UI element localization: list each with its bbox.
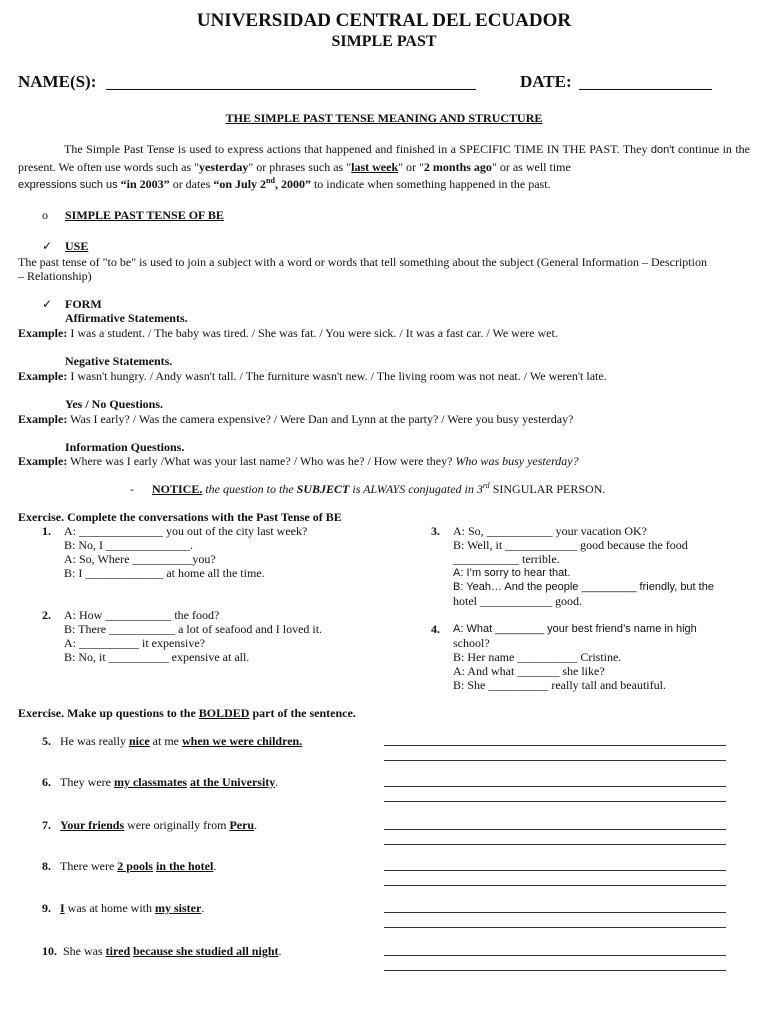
use-text: The past tense of "to be" is used to join a subject with a word or words that tell something about the subject (General Information – Description – Relationship) [18,255,707,283]
exercise1-title: Exercise. Complete the conversations with the Past Tense of BE [18,510,342,524]
university-title: UNIVERSIDAD CENTRAL DEL ECUADOR [196,10,572,31]
answer-line[interactable] [384,760,726,761]
intro-paragraph: The Simple Past Tense is used to express actions that happened and finished in a SPECIFIC TIME IN THE PAST. They don't continue in the present. We often use words such as "yesterday" or phrases such as "last week" or "2 months ago" or as well time expressions such us “in 2003” or dates “on July 2nd, 2000” to indicate when something happened in the past. [18,142,750,191]
answer-line[interactable] [384,870,726,871]
answer-line[interactable] [384,829,726,830]
negative-label: Negative Statements. [65,354,173,368]
affirmative-example: Example: I was a student. / The baby was tired. / She was fat. / You were sick. / It was a fast car. / We were wet. [18,326,558,340]
name-label: NAME(S): [18,72,97,91]
answer-line[interactable] [384,801,726,802]
exercise-item[interactable]: 4. A: What ________ your best friend’s name in high school? B: Her name __________ Cristine. A: And what _______ she like? B: She __________ really tall and beautiful. [431,622,697,692]
negative-example: Example: I wasn't hungry. / Andy wasn't tall. / The furniture wasn't new. / The living room was not neat. / We weren't late. [18,369,607,383]
exercise2-title: Exercise. Make up questions to the BOLDED part of the sentence. [18,706,356,720]
information-label: Information Questions. [65,440,185,454]
check-icon: ✓ [42,239,53,253]
use-label: USE [65,239,89,253]
section-title: THE SIMPLE PAST TENSE MEANING AND STRUCTURE [225,111,543,125]
exercise-item[interactable]: 2. A: How ___________ the food? B: There ___________ a lot of seafood and I loved it. A: __________ it expensive? B: No, it __________ expensive at all. [42,608,323,664]
date-label: DATE: [520,72,572,91]
yes-no-example: Example: Was I early? / Was the camera expensive? / Were Dan and Lynn at the party? / Were you busy yesterday? [18,412,574,426]
date-field[interactable] [579,89,712,90]
check-icon: ✓ [42,297,53,311]
question-sentence: 10. She was tired because she studied all night. [42,944,282,958]
form-label: FORM [65,297,102,311]
question-sentence: 5. He was really nice at me when we were children. [42,734,303,748]
answer-line[interactable] [384,786,726,787]
answer-line[interactable] [384,745,726,746]
name-field[interactable] [106,89,476,90]
answer-line[interactable] [384,955,726,956]
affirmative-label: Affirmative Statements. [65,311,188,325]
answer-line[interactable] [384,844,726,845]
bullet-icon: o [42,208,48,222]
notice-text: - NOTICE. the question to the SUBJECT is ALWAYS conjugated in 3rd SINGULAR PERSON. [130,481,606,496]
document-subtitle: SIMPLE PAST [331,33,437,50]
information-example: Example: Where was I early /What was your last name? / Who was he? / How were they? Who was busy yesterday? [18,454,579,468]
question-sentence: 9. I was at home with my sister. [42,901,205,915]
be-section-title: SIMPLE PAST TENSE OF BE [65,208,224,222]
exercise-item[interactable]: 1. A: ______________ you out of the city last week? B: No, I ______________. A: So, Where __________you? B: I _____________ at home all the time. [42,524,308,580]
exercise-item[interactable]: 3. A: So, ___________ your vacation OK? B: Well, it ____________ good because the food ___________ terrible. A: I’m sorry to hear that. B: Yeah… And the people _________ friendly, but the hotel ____________ good. [431,524,714,608]
answer-line[interactable] [384,885,726,886]
question-sentence: 7. Your friends were originally from Peru. [42,818,258,832]
answer-line[interactable] [384,970,726,971]
yes-no-label: Yes / No Questions. [65,397,164,411]
answer-line[interactable] [384,927,726,928]
answer-line[interactable] [384,912,726,913]
question-sentence: 8. There were 2 pools in the hotel. [42,859,217,873]
question-sentence: 6. They were my classmates at the University. [42,775,279,789]
